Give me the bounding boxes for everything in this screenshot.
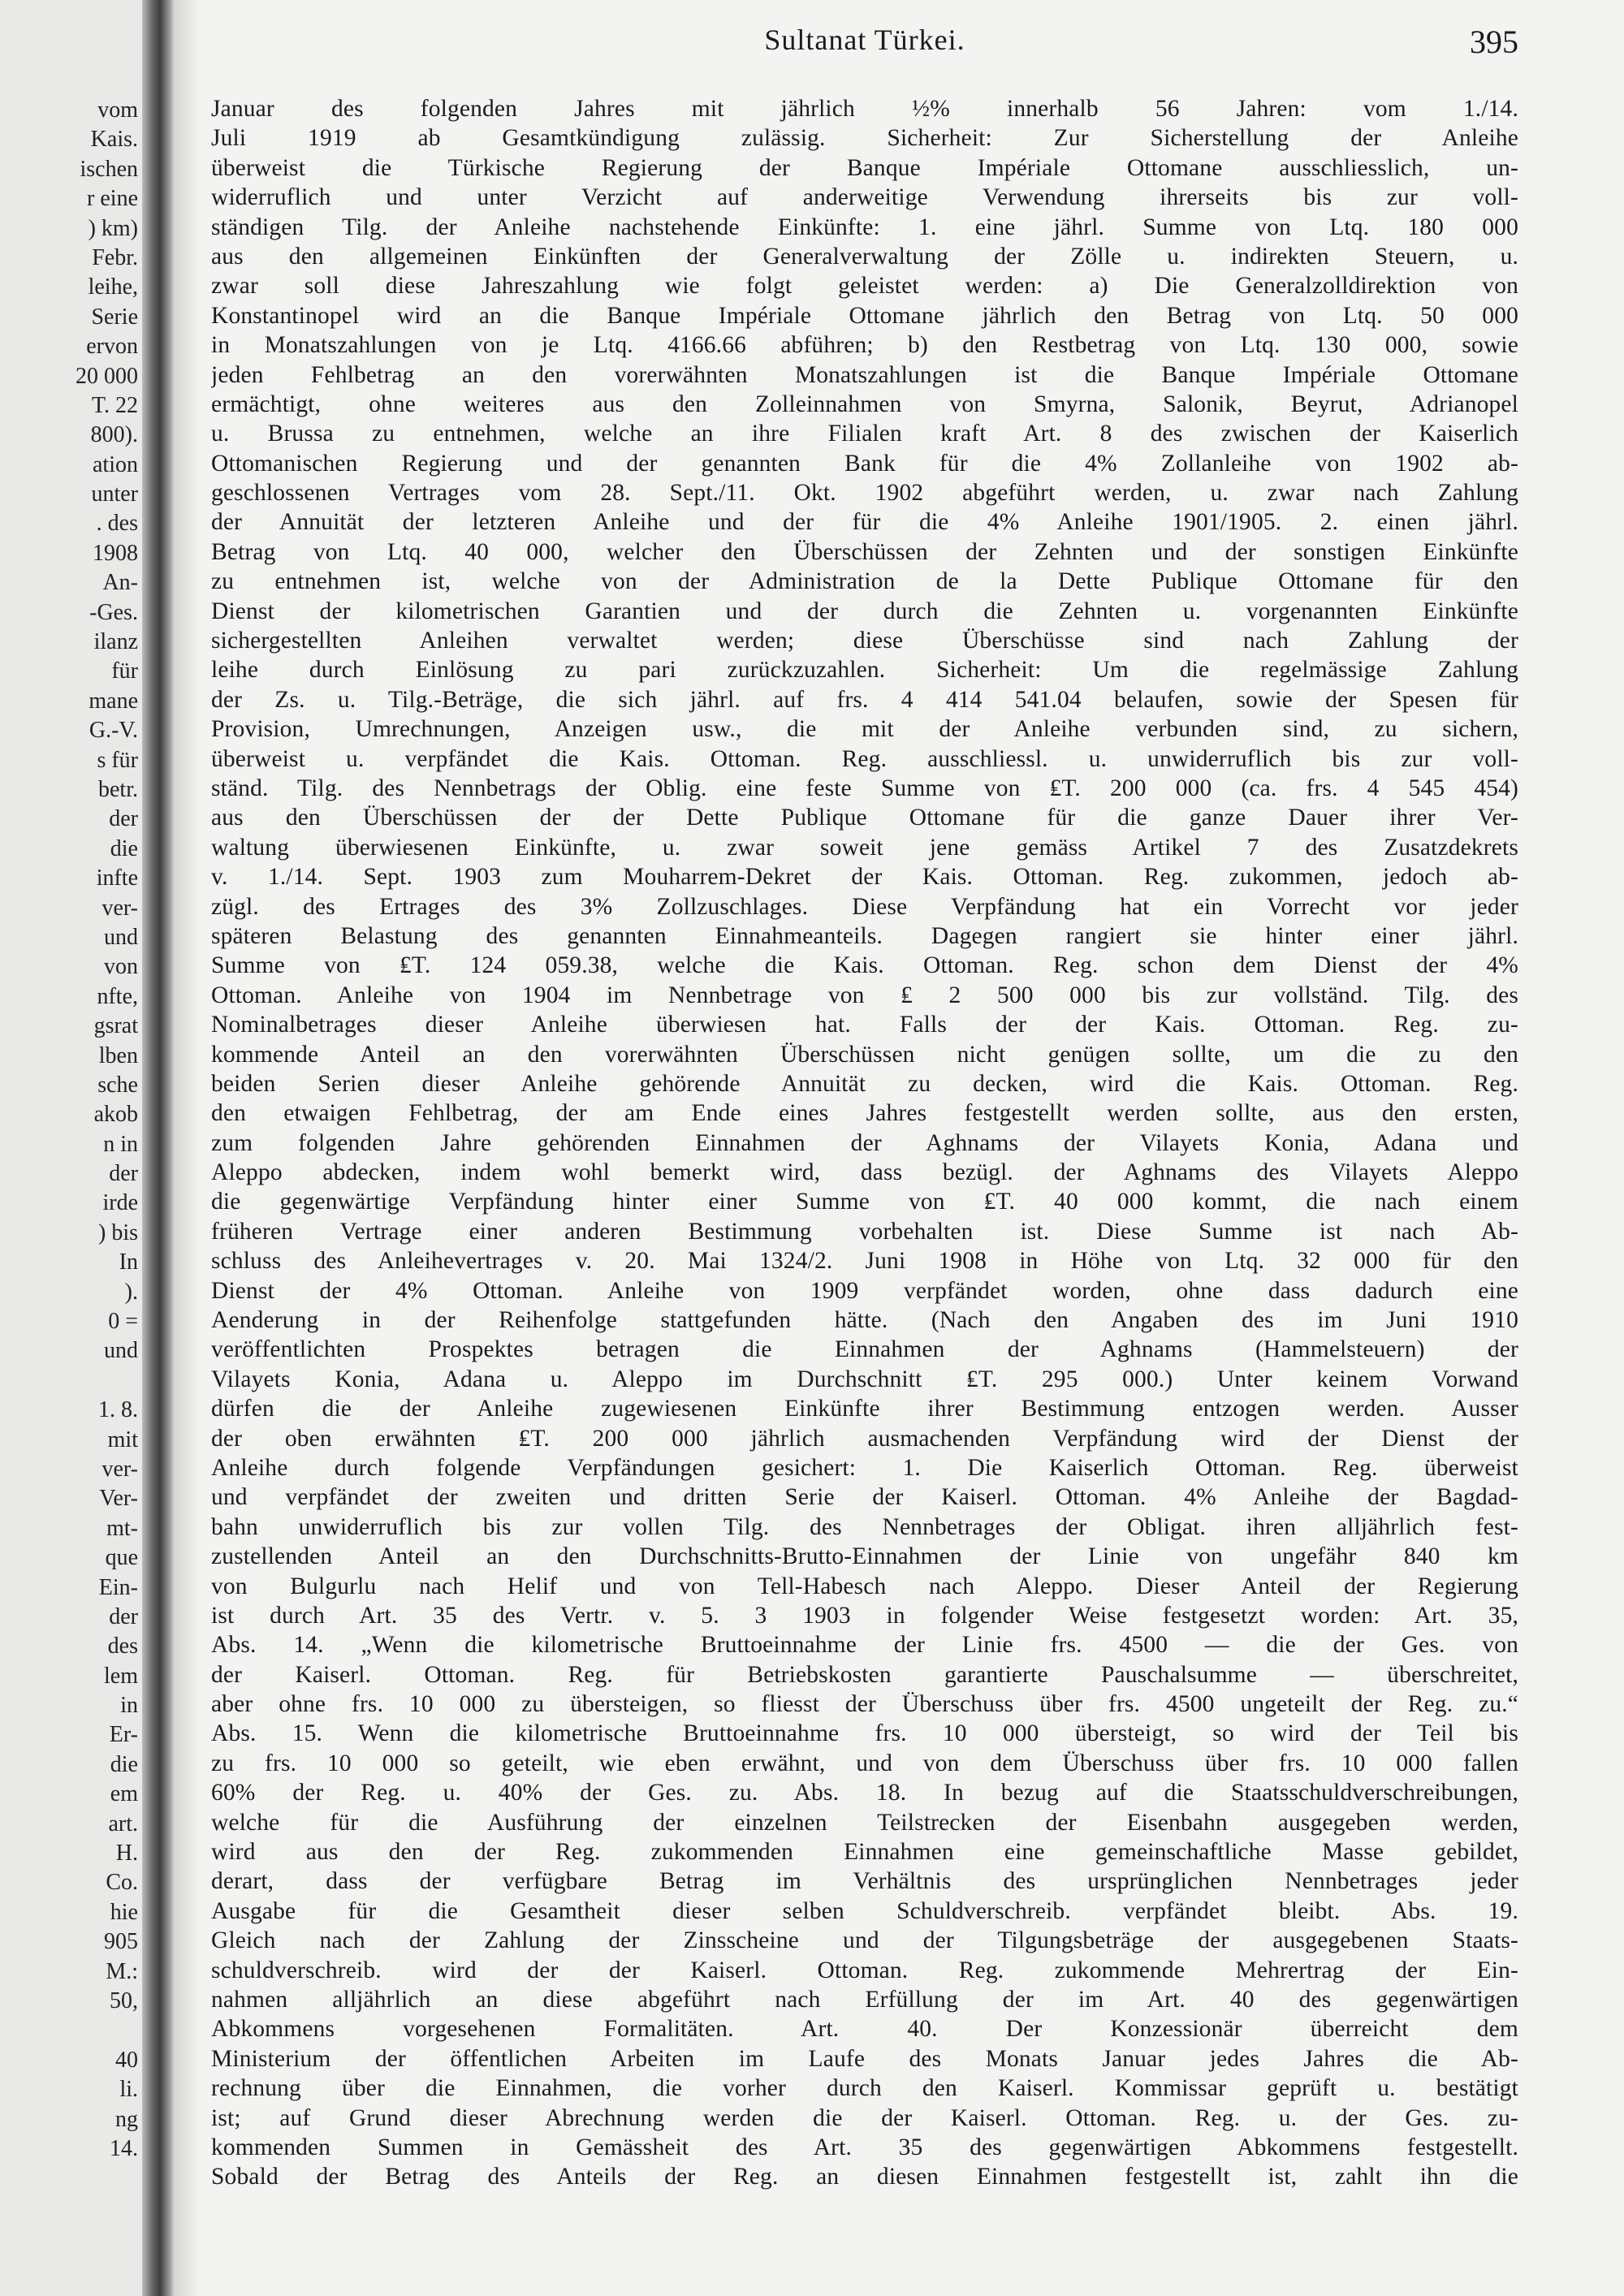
margin-fragment: irde — [102, 1190, 138, 1216]
text-line: dürfen die der Anleihe zugewiesenen Einkünfte ihrer Bestimmung entzogen werden. Ausser — [211, 1396, 1518, 1422]
margin-fragment — [0, 2016, 138, 2045]
text-line: Juli 1919 ab Gesamtkündigung zulässig. Sicherheit: Zur Sicherstellung der Anleihe — [211, 125, 1518, 152]
book-page — [211, 0, 1518, 2296]
text-line: Januar des folgenden Jahres mit jährlich ½% innerhalb 56 Jahren: vom 1./14. — [211, 96, 1518, 122]
text-line: Ministerium der öffentlichen Arbeiten im Laufe des Monats Januar jedes Jahres die Ab- — [211, 2045, 1518, 2072]
text-line: Dienst der 4% Ottoman. Anleihe von 1909 verpfändet worden, ohne dass dadurch eine — [211, 1277, 1518, 1304]
margin-fragment: Ver- — [99, 1486, 138, 1512]
margin-fragment: ) km) — [88, 215, 138, 241]
text-line: u. Brussa zu entnehmen, welche an ihre Filialen kraft Art. 8 des zwischen der Kaiserlich — [211, 421, 1518, 447]
text-line: die gegenwärtige Verpfändung hinter einer Summe von ₤T. 40 000 kommt, die nach einem — [211, 1189, 1518, 1215]
text-line: beiden Serien dieser Anleihe gehörende Annuität zu decken, wird die Kais. Ottoman. Reg. — [211, 1070, 1518, 1097]
margin-fragment: M.: — [106, 1958, 138, 1984]
text-line: der Kaiserl. Ottoman. Reg. für Betriebskosten garantierte Pauschalsumme — überschreitet, — [211, 1661, 1518, 1688]
margin-fragment: 20 000 — [76, 363, 138, 389]
margin-fragment: die — [110, 1751, 138, 1777]
text-line: wird aus den der Reg. zukommenden Einnahmen eine gemeinschaftliche Masse gebildet, — [211, 1839, 1518, 1866]
text-line: späteren Belastung des genannten Einnahmeanteils. Dagegen rangiert sie hinter einer jährl. — [211, 922, 1518, 949]
margin-fragment: Febr. — [92, 244, 138, 270]
margin-fragment: der — [109, 806, 138, 832]
text-line: aus den allgemeinen Einkünften der Generalverwaltung der Zölle u. indirekten Steuern, u. — [211, 243, 1518, 270]
text-line: der Annuität der letzteren Anleihe und der für die 4% Anleihe 1901/1905. 2. einen jährl. — [211, 509, 1518, 536]
page-number: 395 — [1470, 24, 1518, 60]
margin-fragment: li. — [119, 2077, 138, 2103]
text-line: zügl. des Ertrages des 3% Zollzuschlages. Diese Verpfändung hat ein Vorrecht vor jeder — [211, 893, 1518, 920]
text-line: früheren Vertrage einer anderen Bestimmung vorbehalten ist. Diese Summe ist nach Ab- — [211, 1218, 1518, 1245]
margin-fragment: ). — [124, 1279, 138, 1305]
margin-fragment: leihe, — [88, 274, 138, 300]
margin-fragment: betr. — [98, 776, 138, 802]
margin-fragment: der — [109, 1161, 138, 1187]
text-line: sichergestellten Anleihen verwaltet werden; diese Überschüsse sind nach Zahlung der — [211, 628, 1518, 654]
text-line: rechnung über die Einnahmen, die vorher durch den Kaiserl. Kommissar geprüft u. bestätigt — [211, 2075, 1518, 2102]
text-line: überweist die Türkische Regierung der Banque Impériale Ottomane ausschliesslich, un- — [211, 154, 1518, 181]
text-line: von Bulgurlu nach Helif und von Tell-Habesch nach Aleppo. Dieser Anteil der Regierung — [211, 1573, 1518, 1599]
text-line: schluss des Anleihevertrages v. 20. Mai 1324/2. Juni 1908 in Höhe von Ltq. 32 000 für den — [211, 1248, 1518, 1275]
margin-fragment: ervon — [86, 334, 138, 360]
text-line: aus den Überschüssen der der Dette Publique Ottomane für die ganze Dauer ihrer Ver- — [211, 805, 1518, 831]
text-line: waltung überwiesenen Einkünfte, u. zwar soweit jene gemäss Artikel 7 des Zusatzdekrets — [211, 834, 1518, 861]
text-line: der oben erwähnten ₤T. 200 000 jährlich ausmachenden Verpfändung wird der Dienst der — [211, 1425, 1518, 1452]
text-line: Ausgabe für die Gesamtheit dieser selben Schuldverschreib. verpfändet bleibt. Abs. 19. — [211, 1897, 1518, 1924]
text-line: Vilayets Konia, Adana u. Aleppo im Durchschnitt ₤T. 295 000.) Unter keinem Vorwand — [211, 1366, 1518, 1392]
text-line: ist durch Art. 35 des Vertr. v. 5. 3 1903 in folgender Weise festgesetzt worden: Art. 35, — [211, 1602, 1518, 1629]
margin-fragment: n in — [103, 1131, 138, 1157]
margin-fragment: vom — [97, 97, 138, 123]
text-line: Nominalbetrages dieser Anleihe überwiesen hat. Falls der der Kais. Ottoman. Reg. zu- — [211, 1012, 1518, 1038]
text-line: zum folgenden Jahre gehörenden Einnahmen der Aghnams der Vilayets Konia, Adana und — [211, 1129, 1518, 1156]
text-line: bahn unwiderruflich bis zur vollen Tilg. des Nennbetrages der Obligat. ihren alljährlich fest- — [211, 1513, 1518, 1540]
margin-fragment: unter — [91, 481, 138, 507]
margin-fragment: von — [104, 954, 138, 980]
text-line: derart, dass der verfügbare Betrag im Verhältnis des ursprünglichen Nennbetrages jeder — [211, 1868, 1518, 1895]
text-line: Aenderung in der Reihenfolge stattgefunden hätte. (Nach den Angaben des im Juni 1910 — [211, 1307, 1518, 1334]
margin-fragment: s für — [97, 747, 138, 773]
text-line: zu entnehmen ist, welche von der Administration de la Dette Publique Ottomane für den — [211, 568, 1518, 595]
text-line: kommenden Summen in Gemässheit des Art. 35 des gegenwärtigen Abkommens festgestellt. — [211, 2134, 1518, 2160]
margin-fragment: mt- — [106, 1515, 138, 1541]
page-header — [211, 23, 1518, 63]
margin-fragment: H. — [115, 1841, 138, 1867]
text-line: veröffentlichten Prospektes betragen die Einnahmen der Aghnams (Hammelsteuern) der — [211, 1336, 1518, 1363]
facing-page-strip — [0, 0, 142, 2296]
margin-fragment: T. 22 — [91, 392, 138, 418]
margin-fragment: der — [109, 1603, 138, 1629]
margin-fragment: sche — [97, 1072, 138, 1098]
body-text — [211, 94, 1518, 2192]
facing-page-text-fragments — [0, 96, 138, 2247]
margin-fragment: r eine — [87, 186, 138, 212]
text-line: Summe von ₤T. 124 059.38, welche die Kais. Ottoman. Reg. schon dem Dienst der 4% — [211, 952, 1518, 979]
text-line: 60% der Reg. u. 40% der Ges. zu. Abs. 18. In bezug auf die Staatsschuldverschreibungen, — [211, 1780, 1518, 1806]
text-line: Abs. 15. Wenn die kilometrische Bruttoeinnahme frs. 10 000 übersteigt, so wird der Teil bis — [211, 1720, 1518, 1747]
margin-fragment: mit — [107, 1426, 138, 1452]
gutter-shadow — [175, 0, 199, 2296]
margin-fragment: infte — [96, 865, 138, 891]
margin-fragment: -Ges. — [89, 599, 138, 625]
margin-fragment: 40 — [115, 2047, 138, 2073]
text-line: Anleihe durch folgende Verpfändungen gesichert: 1. Die Kaiserlich Ottoman. Reg. überweist — [211, 1454, 1518, 1481]
margin-fragment: Serie — [91, 304, 138, 330]
text-line: Abs. 14. „Wenn die kilometrische Bruttoeinnahme der Linie frs. 4500 — die der Ges. von — [211, 1632, 1518, 1659]
text-line: leihe durch Einlösung zu pari zurückzuzahlen. Sicherheit: Um die regelmässige Zahlung — [211, 657, 1518, 684]
text-line: zustellenden Anteil an den Durchschnitts-Brutto-Einnahmen der Linie von ungefähr 840 km — [211, 1543, 1518, 1570]
text-line: der Zs. u. Tilg.-Beträge, die sich jährl. auf frs. 4 414 541.04 belaufen, sowie der Spesen für — [211, 686, 1518, 713]
margin-fragment: lem — [104, 1663, 138, 1689]
margin-fragment: 14. — [110, 2135, 138, 2161]
text-line: kommende Anteil an den vorerwähnten Überschüssen nicht genügen sollte, um die zu den — [211, 1041, 1518, 1068]
text-line: den etwaigen Fehlbetrag, der am Ende eines Jahres festgestellt werden sollte, aus den ersten, — [211, 1100, 1518, 1127]
margin-fragment: und — [104, 1338, 138, 1364]
margin-fragment: lben — [98, 1042, 138, 1068]
margin-fragment: und — [104, 924, 138, 950]
margin-fragment: em — [110, 1781, 138, 1807]
text-line: Sobald der Betrag des Anteils der Reg. an diesen Einnahmen festgestellt ist, zahlt ihn die — [211, 2164, 1518, 2190]
margin-fragment: ischen — [80, 156, 138, 182]
text-line: zwar soll diese Jahreszahlung wie folgt geleistet werden: a) Die Generalzolldirektion von — [211, 273, 1518, 300]
text-line: nahmen alljährlich an diese abgeführt nach Erfüllung der im Art. 40 des gegenwärtigen — [211, 1987, 1518, 2013]
text-line: jeden Fehlbetrag an den vorerwähnten Monatszahlungen ist die Banque Impériale Ottomane — [211, 361, 1518, 388]
margin-fragment: Kais. — [90, 127, 138, 153]
text-line: geschlossenen Vertrages vom 28. Sept./11. Okt. 1902 abgeführt werden, u. zwar nach Zahlung — [211, 480, 1518, 507]
text-line: und verpfändet der zweiten und dritten Serie der Kaiserl. Ottoman. 4% Anleihe der Bagdad- — [211, 1484, 1518, 1511]
text-line: Konstantinopel wird an die Banque Impériale Ottomane jährlich den Betrag von Ltq. 50 000 — [211, 302, 1518, 329]
text-line: Ottomanischen Regierung und der genannten Bank für die 4% Zollanleihe von 1902 ab- — [211, 450, 1518, 477]
margin-fragment: 800). — [90, 422, 138, 448]
margin-fragment: An- — [102, 570, 138, 596]
text-line: zu frs. 10 000 so geteilt, wie eben erwähnt, und von dem Überschuss über frs. 10 000 fallen — [211, 1750, 1518, 1776]
text-line: ist; auf Grund dieser Abrechnung werden die der Kaiserl. Ottoman. Reg. u. der Ges. zu- — [211, 2104, 1518, 2131]
text-line: widerruflich und unter Verzicht auf anderweitige Verwendung ihrerseits bis zur voll- — [211, 184, 1518, 211]
text-line: v. 1./14. Sept. 1903 zum Mouharrem-Dekret der Kais. Ottoman. Reg. zukommen, jedoch ab- — [211, 864, 1518, 891]
margin-fragment: G.-V. — [89, 718, 138, 744]
margin-fragment: art. — [108, 1810, 138, 1836]
text-line: aber ohne frs. 10 000 zu übersteigen, so fliesst der Überschuss über frs. 4500 ungeteilt der Reg. zu.“ — [211, 1691, 1518, 1718]
text-line: welche für die Ausführung der einzelnen Teilstrecken der Eisenbahn ausgegeben werden, — [211, 1809, 1518, 1836]
margin-fragment: ilanz — [93, 629, 138, 655]
text-line: Aleppo abdecken, indem wohl bemerkt wird, dass bezügl. der Aghnams des Vilayets Aleppo — [211, 1159, 1518, 1186]
margin-fragment — [0, 1366, 138, 1396]
text-line: ständigen Tilg. der Anleihe nachstehende Einkünfte: 1. eine jährl. Summe von Ltq. 180 000 — [211, 214, 1518, 240]
margin-fragment: ation — [93, 451, 138, 477]
margin-fragment: 1. 8. — [98, 1397, 138, 1423]
margin-fragment: 1908 — [93, 540, 138, 566]
running-title: Sultanat Türkei. — [764, 24, 965, 56]
text-line: Dienst der kilometrischen Garantien und der durch die Zehnten u. vorgenannten Einkünfte — [211, 598, 1518, 624]
book-gutter — [142, 0, 175, 2296]
margin-fragment: des — [107, 1634, 138, 1659]
margin-fragment: Co. — [106, 1870, 138, 1896]
margin-fragment: In — [119, 1249, 138, 1275]
margin-fragment: mane — [89, 688, 138, 714]
margin-fragment: gsrat — [93, 1013, 138, 1039]
text-line: in Monatszahlungen von je Ltq. 4166.66 abführen; b) den Restbetrag von Ltq. 130 000, sowie — [211, 332, 1518, 359]
margin-fragment: 50, — [110, 1988, 138, 2013]
text-line: Ottoman. Anleihe von 1904 im Nennbetrage von ₤ 2 500 000 bis zur vollständ. Tilg. des — [211, 982, 1518, 1008]
margin-fragment: akob — [93, 1102, 138, 1128]
text-line: schuldverschreib. wird der der Kaiserl. Ottoman. Reg. zukommende Mehrertrag der Ein- — [211, 1957, 1518, 1983]
margin-fragment: die — [110, 835, 138, 861]
margin-fragment: in — [120, 1693, 138, 1719]
text-line: Abkommens vorgesehenen Formalitäten. Art. 40. Der Konzessionär überreicht dem — [211, 2016, 1518, 2043]
margin-fragment: . des — [96, 511, 138, 537]
text-line: Gleich nach der Zahlung der Zinsscheine und der Tilgungsbeträge der ausgegebenen Staats- — [211, 1927, 1518, 1954]
text-line: überweist u. verpfändet die Kais. Ottoman. Reg. ausschliessl. u. unwiderruflich bis zur voll- — [211, 745, 1518, 772]
margin-fragment: nfte, — [97, 983, 138, 1009]
text-line: Betrag von Ltq. 40 000, welcher den Überschüssen der Zehnten und der sonstigen Einkünfte — [211, 538, 1518, 565]
margin-fragment: ver- — [102, 895, 138, 921]
margin-fragment: 905 — [104, 1929, 138, 1955]
margin-fragment: ng — [115, 2106, 138, 2132]
margin-fragment: que — [105, 1545, 138, 1571]
text-line: Provision, Umrechnungen, Anzeigen usw., die mit der Anleihe verbunden sind, zu sichern, — [211, 716, 1518, 743]
margin-fragment: hie — [110, 1899, 138, 1925]
margin-fragment: ver- — [102, 1456, 138, 1482]
margin-fragment: ) bis — [98, 1219, 138, 1245]
margin-fragment: für — [111, 658, 138, 684]
margin-fragment: 0 = — [108, 1309, 138, 1335]
margin-fragment: Er- — [109, 1722, 138, 1748]
text-line: ständ. Tilg. des Nennbetrags der Oblig. eine feste Summe von ₤T. 200 000 (ca. frs. 4 545 454) — [211, 775, 1518, 801]
margin-fragment: Ein- — [98, 1574, 138, 1600]
text-line: ermächtigt, ohne weiteres aus den Zolleinnahmen von Smyrna, Salonik, Beyrut, Adrianopel — [211, 391, 1518, 417]
